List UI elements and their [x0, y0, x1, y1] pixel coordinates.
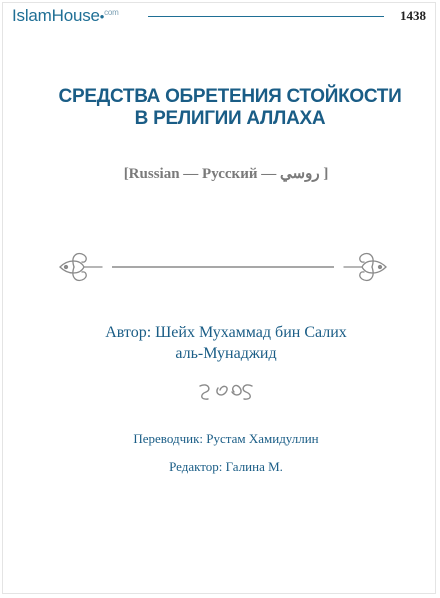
editor-credit: Редактор: Галина М. — [169, 459, 283, 474]
logo-dot: • — [99, 9, 105, 24]
document-title — [0, 86, 440, 130]
author-line-2: аль-Мунаджид — [175, 345, 277, 362]
header-rule — [148, 16, 384, 17]
title-line-2: В РЕЛИГИИ АЛЛАХА — [134, 108, 326, 129]
translator-credit: Переводчик: Рустам Хамидуллин — [133, 431, 319, 446]
language-line: [Russian — Русский — روسي ] — [123, 166, 329, 182]
author-line-1: Автор: Шейх Мухаммад бин Салих — [105, 324, 347, 341]
logo-text: IslamHouse — [12, 6, 100, 25]
floral-divider-icon — [58, 249, 388, 285]
title-line-1: СРЕДСТВА ОБРЕТЕНИЯ СТОЙКОСТИ — [58, 86, 402, 107]
page-header — [12, 6, 426, 28]
islamhouse-logo[interactable] — [12, 6, 119, 26]
logo-suffix: com — [104, 8, 119, 17]
page-number: 1438 — [400, 8, 426, 23]
fleuron-icon — [196, 380, 256, 402]
author-block — [0, 322, 440, 364]
